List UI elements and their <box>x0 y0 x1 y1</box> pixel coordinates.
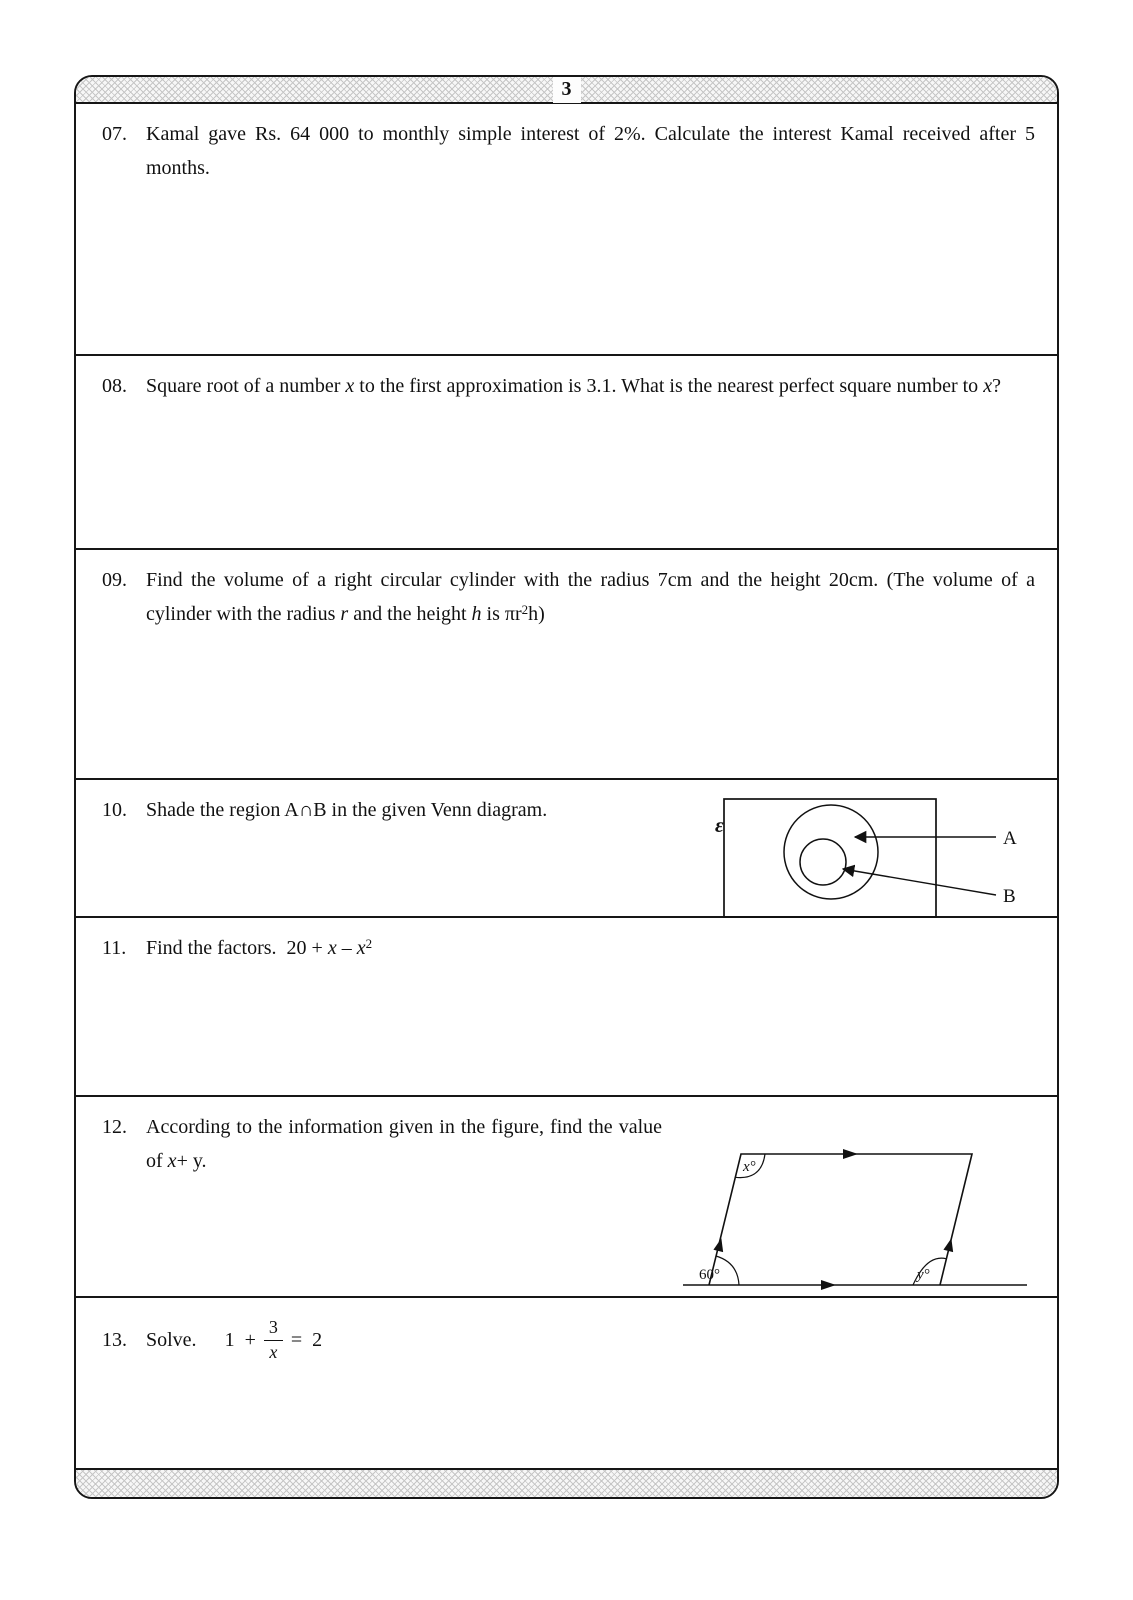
fraction-numerator: 3 <box>264 1317 283 1341</box>
parallelogram-svg <box>675 1138 1035 1296</box>
question-08-row <box>76 356 1057 550</box>
venn-diagram-svg <box>715 795 1027 921</box>
fraction-denominator: x <box>269 1341 278 1362</box>
question-10-number: 10. <box>102 799 127 821</box>
top-hatch-band <box>76 77 1057 104</box>
question-10-row <box>76 780 1057 918</box>
base-edge-arrow <box>821 1280 836 1290</box>
question-10-text: Shade the region A∩B in the given Venn diagram. <box>146 799 548 821</box>
equation-right: = 2 <box>290 1328 323 1351</box>
question-12-text: According to the information given in the figure, find the value of x+ y. <box>146 1116 662 1173</box>
venn-universe-label: ε <box>715 813 724 837</box>
angle-label-y: y° <box>917 1267 930 1283</box>
venn-arrow-b <box>843 869 996 895</box>
question-12-row <box>76 1097 1057 1298</box>
angle-label-x: x° <box>743 1159 756 1175</box>
exam-page <box>74 75 1059 1499</box>
equation-left: 1 + <box>224 1328 256 1351</box>
fraction <box>264 1317 283 1363</box>
question-11-row <box>76 918 1057 1097</box>
venn-diagram-figure <box>715 795 1027 926</box>
question-08-text: Square root of a number x to the first approximation is 3.1. What is the nearest perfect square number to x? <box>146 375 1001 397</box>
venn-set-b-circle <box>800 839 846 885</box>
top-edge-arrow <box>843 1149 858 1159</box>
question-13-number: 13. <box>102 1328 127 1351</box>
parallelogram-figure <box>675 1138 1035 1301</box>
right-side-arrow <box>943 1237 956 1252</box>
question-07-number: 07. <box>102 123 127 145</box>
question-09-row <box>76 550 1057 780</box>
question-11-text: Find the factors. $20 + x - x^2$ <box>146 935 373 959</box>
question-07-row <box>76 104 1057 356</box>
question-09-number: 09. <box>102 569 127 591</box>
question-07-text: Kamal gave Rs. 64 000 to monthly simple interest of 2%. Calculate the interest Kamal received after 5 months. <box>146 123 1035 180</box>
question-11-number: 11. <box>102 937 127 959</box>
question-13-row <box>76 1298 1057 1470</box>
venn-label-b: B <box>1003 886 1016 907</box>
venn-label-a: A <box>1003 828 1017 849</box>
bottom-hatch-band <box>76 1470 1057 1497</box>
question-08-number: 08. <box>102 375 127 397</box>
question-12-number: 12. <box>102 1116 127 1138</box>
venn-set-a-circle <box>784 805 878 899</box>
question-09-text: Find the volume of a right circular cylinder with the radius 7cm and the height 20cm. (The volume of a cylinder with the radius r and the height h is $\pi r^2h$) <box>146 569 1035 626</box>
page-number: 3 <box>553 76 581 103</box>
angle-label-60: 60° <box>699 1267 720 1283</box>
question-13-label: Solve. <box>146 1328 197 1351</box>
